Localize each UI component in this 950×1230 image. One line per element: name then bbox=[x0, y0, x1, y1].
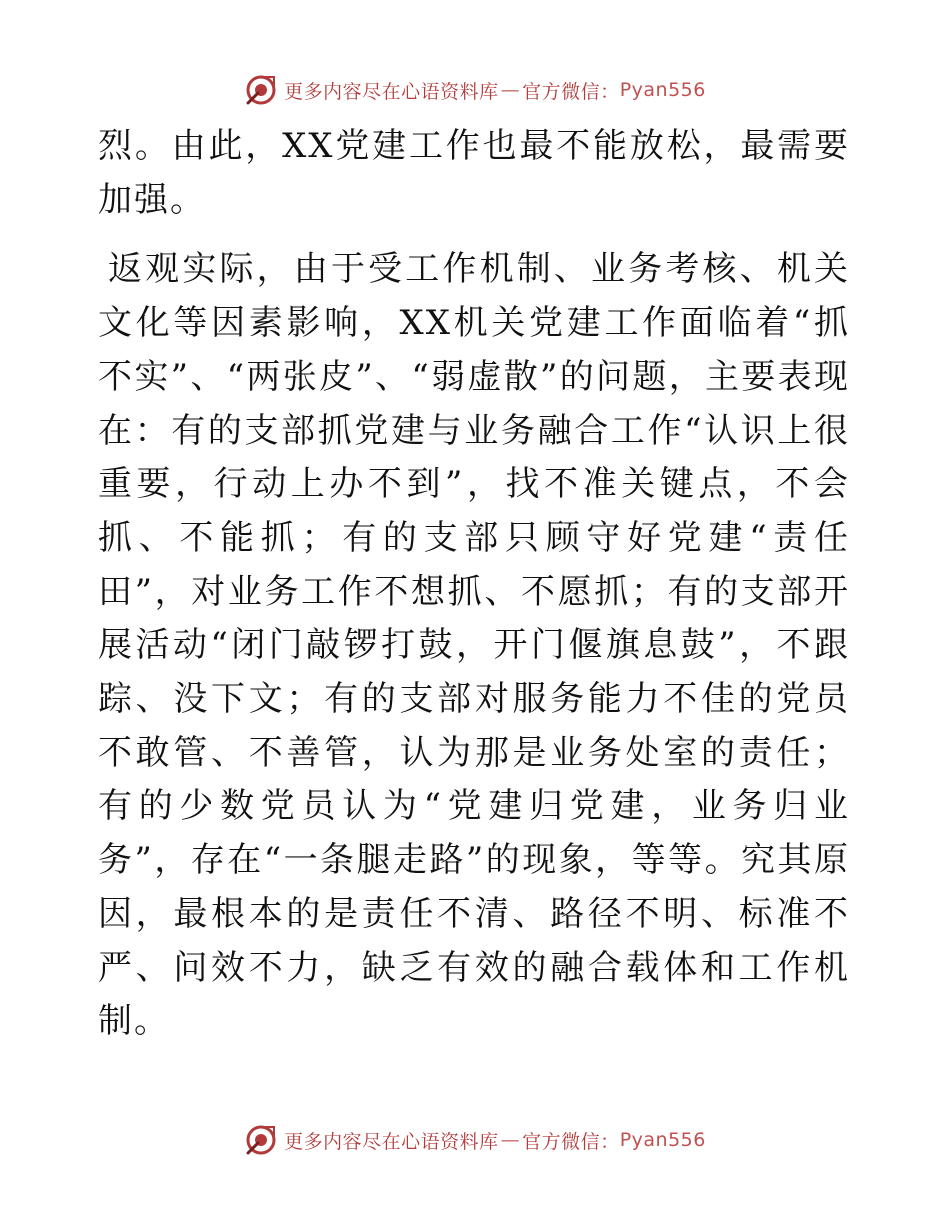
watermark-dash: — bbox=[500, 1129, 521, 1151]
pen-seal-icon bbox=[244, 1123, 278, 1157]
paragraph-continuation: 烈。由此，XX党建工作也最不能放松，最需要加强。 bbox=[98, 126, 850, 220]
watermark-main-text: 更多内容尽在心语资料库 bbox=[284, 1130, 499, 1153]
header-watermark bbox=[0, 70, 950, 110]
document-body bbox=[98, 120, 850, 1049]
watermark-official-label: 官方微信： bbox=[522, 80, 620, 103]
watermark-dash: — bbox=[500, 79, 521, 101]
watermark-main-text: 更多内容尽在心语资料库 bbox=[284, 80, 499, 103]
paragraph-analysis: 返观实际，由于受工作机制、业务考核、机关文化等因素影响，XX机关党建工作面临着“抓不实”、“两张皮”、“弱虚散”的问题，主要表现在：有的支部抓党建与业务融合工作“认识上很重要，行动上办不到”，找不准关键点，不会抓、不能抓；有的支部只顾守好党建“责任田”，对业务工作不想抓、不愿抓；有的支部开展活动“闭门敲锣打鼓，开门偃旗息鼓”，不跟踪、没下文；有的支部对服务能力不佳的党员不敢管、不善管，认为那是业务处室的责任；有的少数党员认为“党建归党建，业务归业务”，存在“一条腿走路”的现象，等等。究其原因，最根本的是责任不清、路径不明、标准不严、问效不力，缺乏有效的融合载体和工作机制。 bbox=[98, 249, 850, 1042]
pen-seal-icon bbox=[244, 73, 278, 107]
footer-watermark bbox=[0, 1120, 950, 1160]
watermark-wechat-id: Pyan556 bbox=[619, 1129, 706, 1151]
watermark-official-label: 官方微信： bbox=[522, 1130, 620, 1153]
watermark-wechat-id: Pyan556 bbox=[619, 79, 706, 101]
